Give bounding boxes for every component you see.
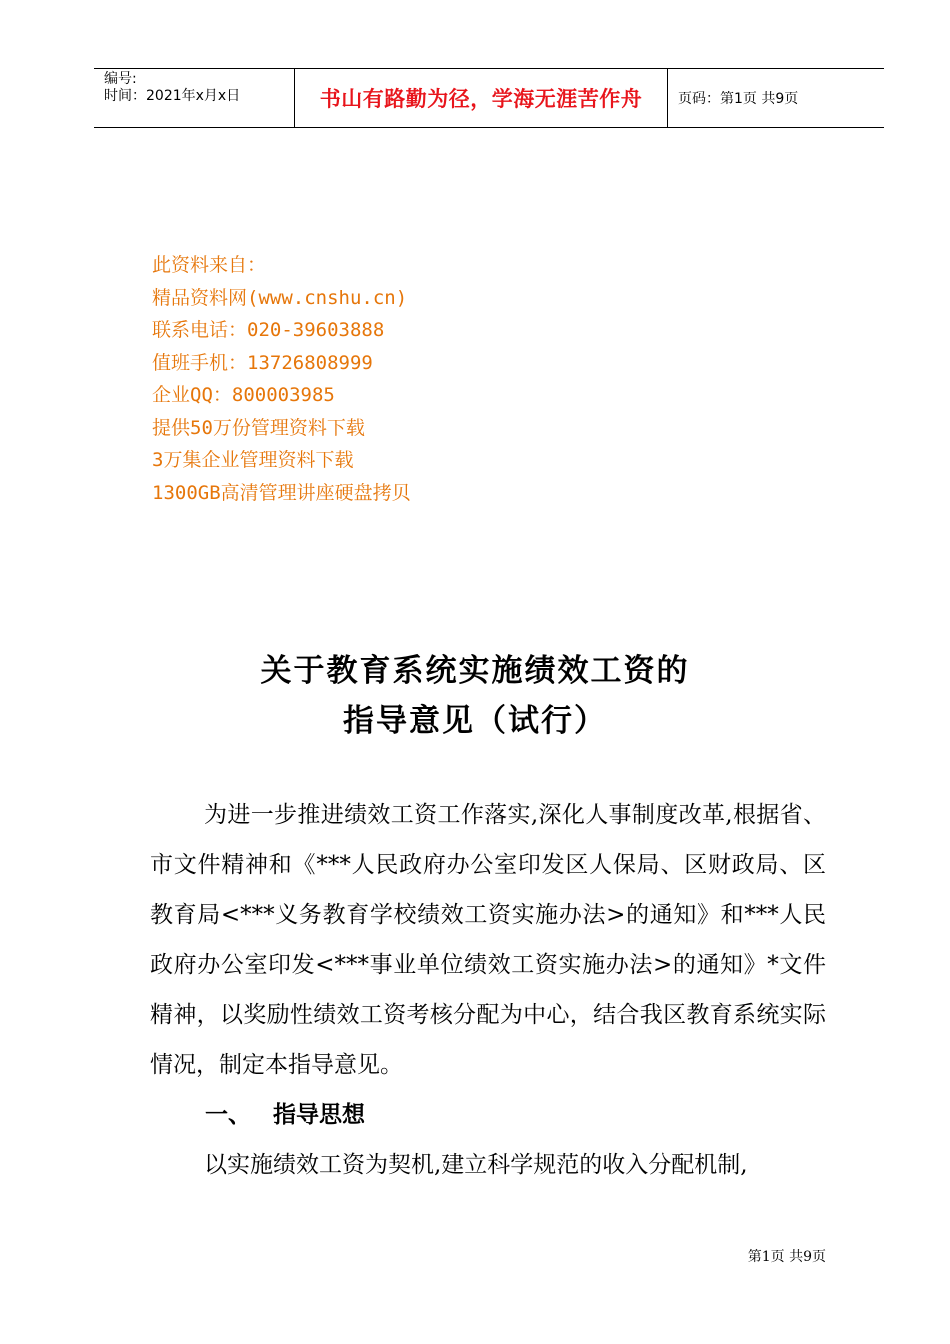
- source-line: 1300GB高清管理讲座硬盘拷贝: [152, 481, 411, 504]
- body-paragraph-2: 以实施绩效工资为契机,建立科学规范的收入分配机制,: [204, 1152, 748, 1178]
- header-left-cell: [94, 69, 295, 127]
- source-mobile: 值班手机：13726808999: [152, 351, 373, 374]
- section-number: 一、: [205, 1102, 251, 1128]
- time-label: 时间：2021年x月x日: [104, 88, 241, 104]
- source-website: 精品资料网(www.cnshu.cn): [152, 286, 408, 309]
- source-phone: 联系电话：020-39603888: [152, 319, 385, 341]
- header-table: [94, 68, 884, 128]
- footer-page-info: 第1页 共9页: [747, 1249, 826, 1265]
- source-line: 此资料来自：: [152, 254, 267, 276]
- body-paragraph-1: 为进一步推进绩效工资工作落实,深化人事制度改革,根据省、市文件精神和《***人民政府办公室印发区人保局、区财政局、区教育局<***义务教育学校绩效工资实施办法>的通知》和***人民政府办公室印发<***事业单位绩效工资实施办法>的通知》*文件精神，以奖励性绩效工资考核分配为中心，结合我区教育系统实际情况，制定本指导意见。: [150, 802, 826, 1078]
- section-heading-1: [205, 1090, 365, 1140]
- section-title: 指导思想: [273, 1102, 365, 1128]
- source-line: 提供50万份管理资料下载: [152, 416, 365, 439]
- source-qq: 企业QQ：800003985: [152, 384, 335, 406]
- source-line: 3万集企业管理资料下载: [152, 449, 354, 471]
- source-info-block: [152, 249, 411, 509]
- document-title-line2: 指导意见（试行）: [343, 703, 607, 739]
- header-page-info: 页码：第1页 共9页: [678, 91, 799, 107]
- document-title-line1: 关于教育系统实施绩效工资的: [260, 653, 690, 689]
- header-motto: 书山有路勤为径，学海无涯苦作舟: [295, 69, 668, 127]
- number-label: 编号:: [104, 71, 137, 87]
